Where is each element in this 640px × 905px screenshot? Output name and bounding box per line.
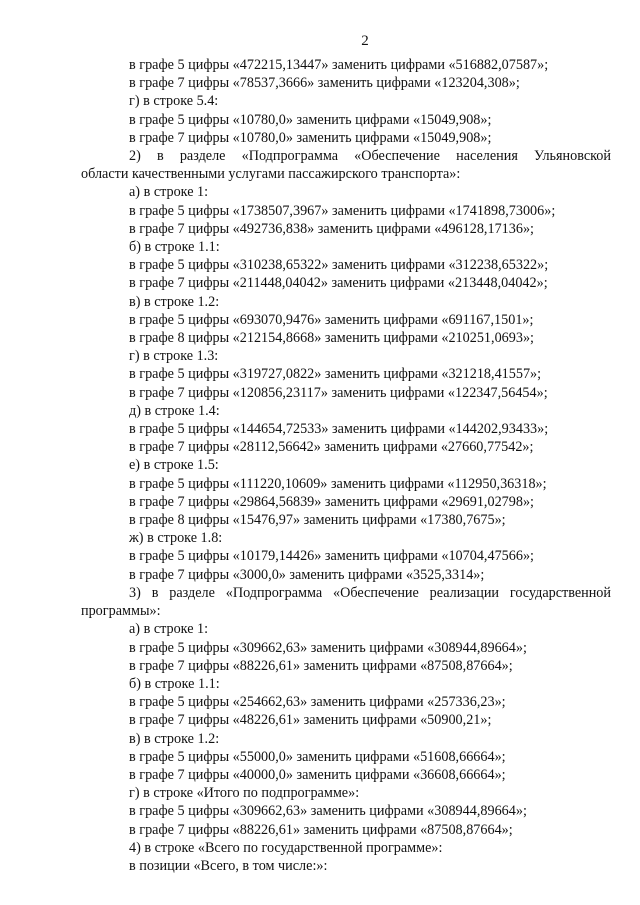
text-line: в графе 5 цифры «319727,0822» заменить цифрами «321218,41557»;	[129, 366, 542, 383]
text-line: в графе 7 цифры «28112,56642» заменить цифрами «27660,77542»;	[129, 439, 534, 456]
text-line: е) в строке 1.5:	[129, 457, 219, 474]
text-line: б) в строке 1.1:	[129, 239, 220, 256]
text-line: в графе 7 цифры «88226,61» заменить цифрами «87508,87664»;	[129, 657, 513, 674]
text-line: в) в строке 1.2:	[129, 293, 220, 310]
text-line: области качественными услугами пассажирского транспорта»:	[81, 166, 461, 183]
text-line: г) в строке 5.4:	[129, 93, 219, 110]
text-line: ж) в строке 1.8:	[129, 530, 223, 547]
text-line: 4) в строке «Всего по государственной программе»:	[129, 839, 443, 856]
text-line: а) в строке 1:	[129, 621, 209, 638]
text-line: в графе 5 цифры «254662,63» заменить цифрами «257336,23»;	[129, 694, 506, 711]
text-line: 3) в разделе «Подпрограмма «Обеспечение реализации государственной	[129, 584, 611, 601]
text-line: г) в строке 1.3:	[129, 348, 219, 365]
text-line: в графе 5 цифры «10780,0» заменить цифрами «15049,908»;	[129, 111, 492, 128]
text-line: в графе 5 цифры «693070,9476» заменить цифрами «691167,1501»;	[129, 311, 534, 328]
text-line: в графе 7 цифры «40000,0» заменить цифрами «36608,66664»;	[129, 766, 506, 783]
text-line: в графе 7 цифры «492736,838» заменить цифрами «496128,17136»;	[129, 220, 534, 237]
document-body	[81, 56, 611, 875]
text-line: в графе 7 цифры «3000,0» заменить цифрами «3525,3314»;	[129, 566, 485, 583]
text-line: в графе 7 цифры «10780,0» заменить цифрами «15049,908»;	[129, 129, 492, 146]
text-line: в графе 5 цифры «472215,13447» заменить цифрами «516882,07587»;	[129, 57, 549, 73]
text-line: в графе 5 цифры «1738507,3967» заменить цифрами «1741898,73006»;	[129, 202, 556, 219]
text-line: в графе 5 цифры «310238,65322» заменить цифрами «312238,65322»;	[129, 257, 549, 274]
text-line: в графе 7 цифры «88226,61» заменить цифрами «87508,87664»;	[129, 821, 513, 838]
text-line: в графе 5 цифры «309662,63» заменить цифрами «308944,89664»;	[129, 639, 527, 656]
text-line: в графе 5 цифры «144654,72533» заменить цифрами «144202,93433»;	[129, 421, 549, 438]
text-line: в графе 5 цифры «309662,63» заменить цифрами «308944,89664»;	[129, 803, 527, 820]
text-line: б) в строке 1.1:	[129, 675, 220, 692]
text-line: д) в строке 1.4:	[129, 402, 220, 419]
text-line: в графе 7 цифры «78537,3666» заменить цифрами «123204,308»;	[129, 75, 520, 92]
text-line: в графе 8 цифры «15476,97» заменить цифрами «17380,7675»;	[129, 512, 506, 529]
text-line: в графе 7 цифры «48226,61» заменить цифрами «50900,21»;	[129, 712, 492, 729]
text-line: в графе 5 цифры «10179,14426» заменить цифрами «10704,47566»;	[129, 548, 534, 565]
text-line: в графе 8 цифры «212154,8668» заменить цифрами «210251,0693»;	[129, 330, 534, 347]
text-line: в графе 5 цифры «55000,0» заменить цифрами «51608,66664»;	[129, 748, 506, 765]
text-line: в позиции «Всего, в том числе:»:	[129, 857, 328, 874]
text-line: в графе 5 цифры «111220,10609» заменить цифрами «112950,36318»;	[129, 475, 547, 492]
text-line: в) в строке 1.2:	[129, 730, 220, 747]
text-line: в графе 7 цифры «29864,56839» заменить цифрами «29691,02798»;	[129, 493, 534, 510]
text-line: г) в строке «Итого по подпрограмме»:	[129, 785, 360, 802]
text-line: 2) в разделе «Подпрограмма «Обеспечение населения Ульяновской	[129, 148, 611, 165]
text-line: а) в строке 1:	[129, 184, 209, 201]
text-line: программы»:	[81, 603, 161, 620]
text-line: в графе 7 цифры «211448,04042» заменить цифрами «213448,04042»;	[129, 275, 548, 292]
page-number: 2	[361, 33, 369, 49]
text-line: в графе 7 цифры «120856,23117» заменить цифрами «122347,56454»;	[129, 384, 548, 401]
